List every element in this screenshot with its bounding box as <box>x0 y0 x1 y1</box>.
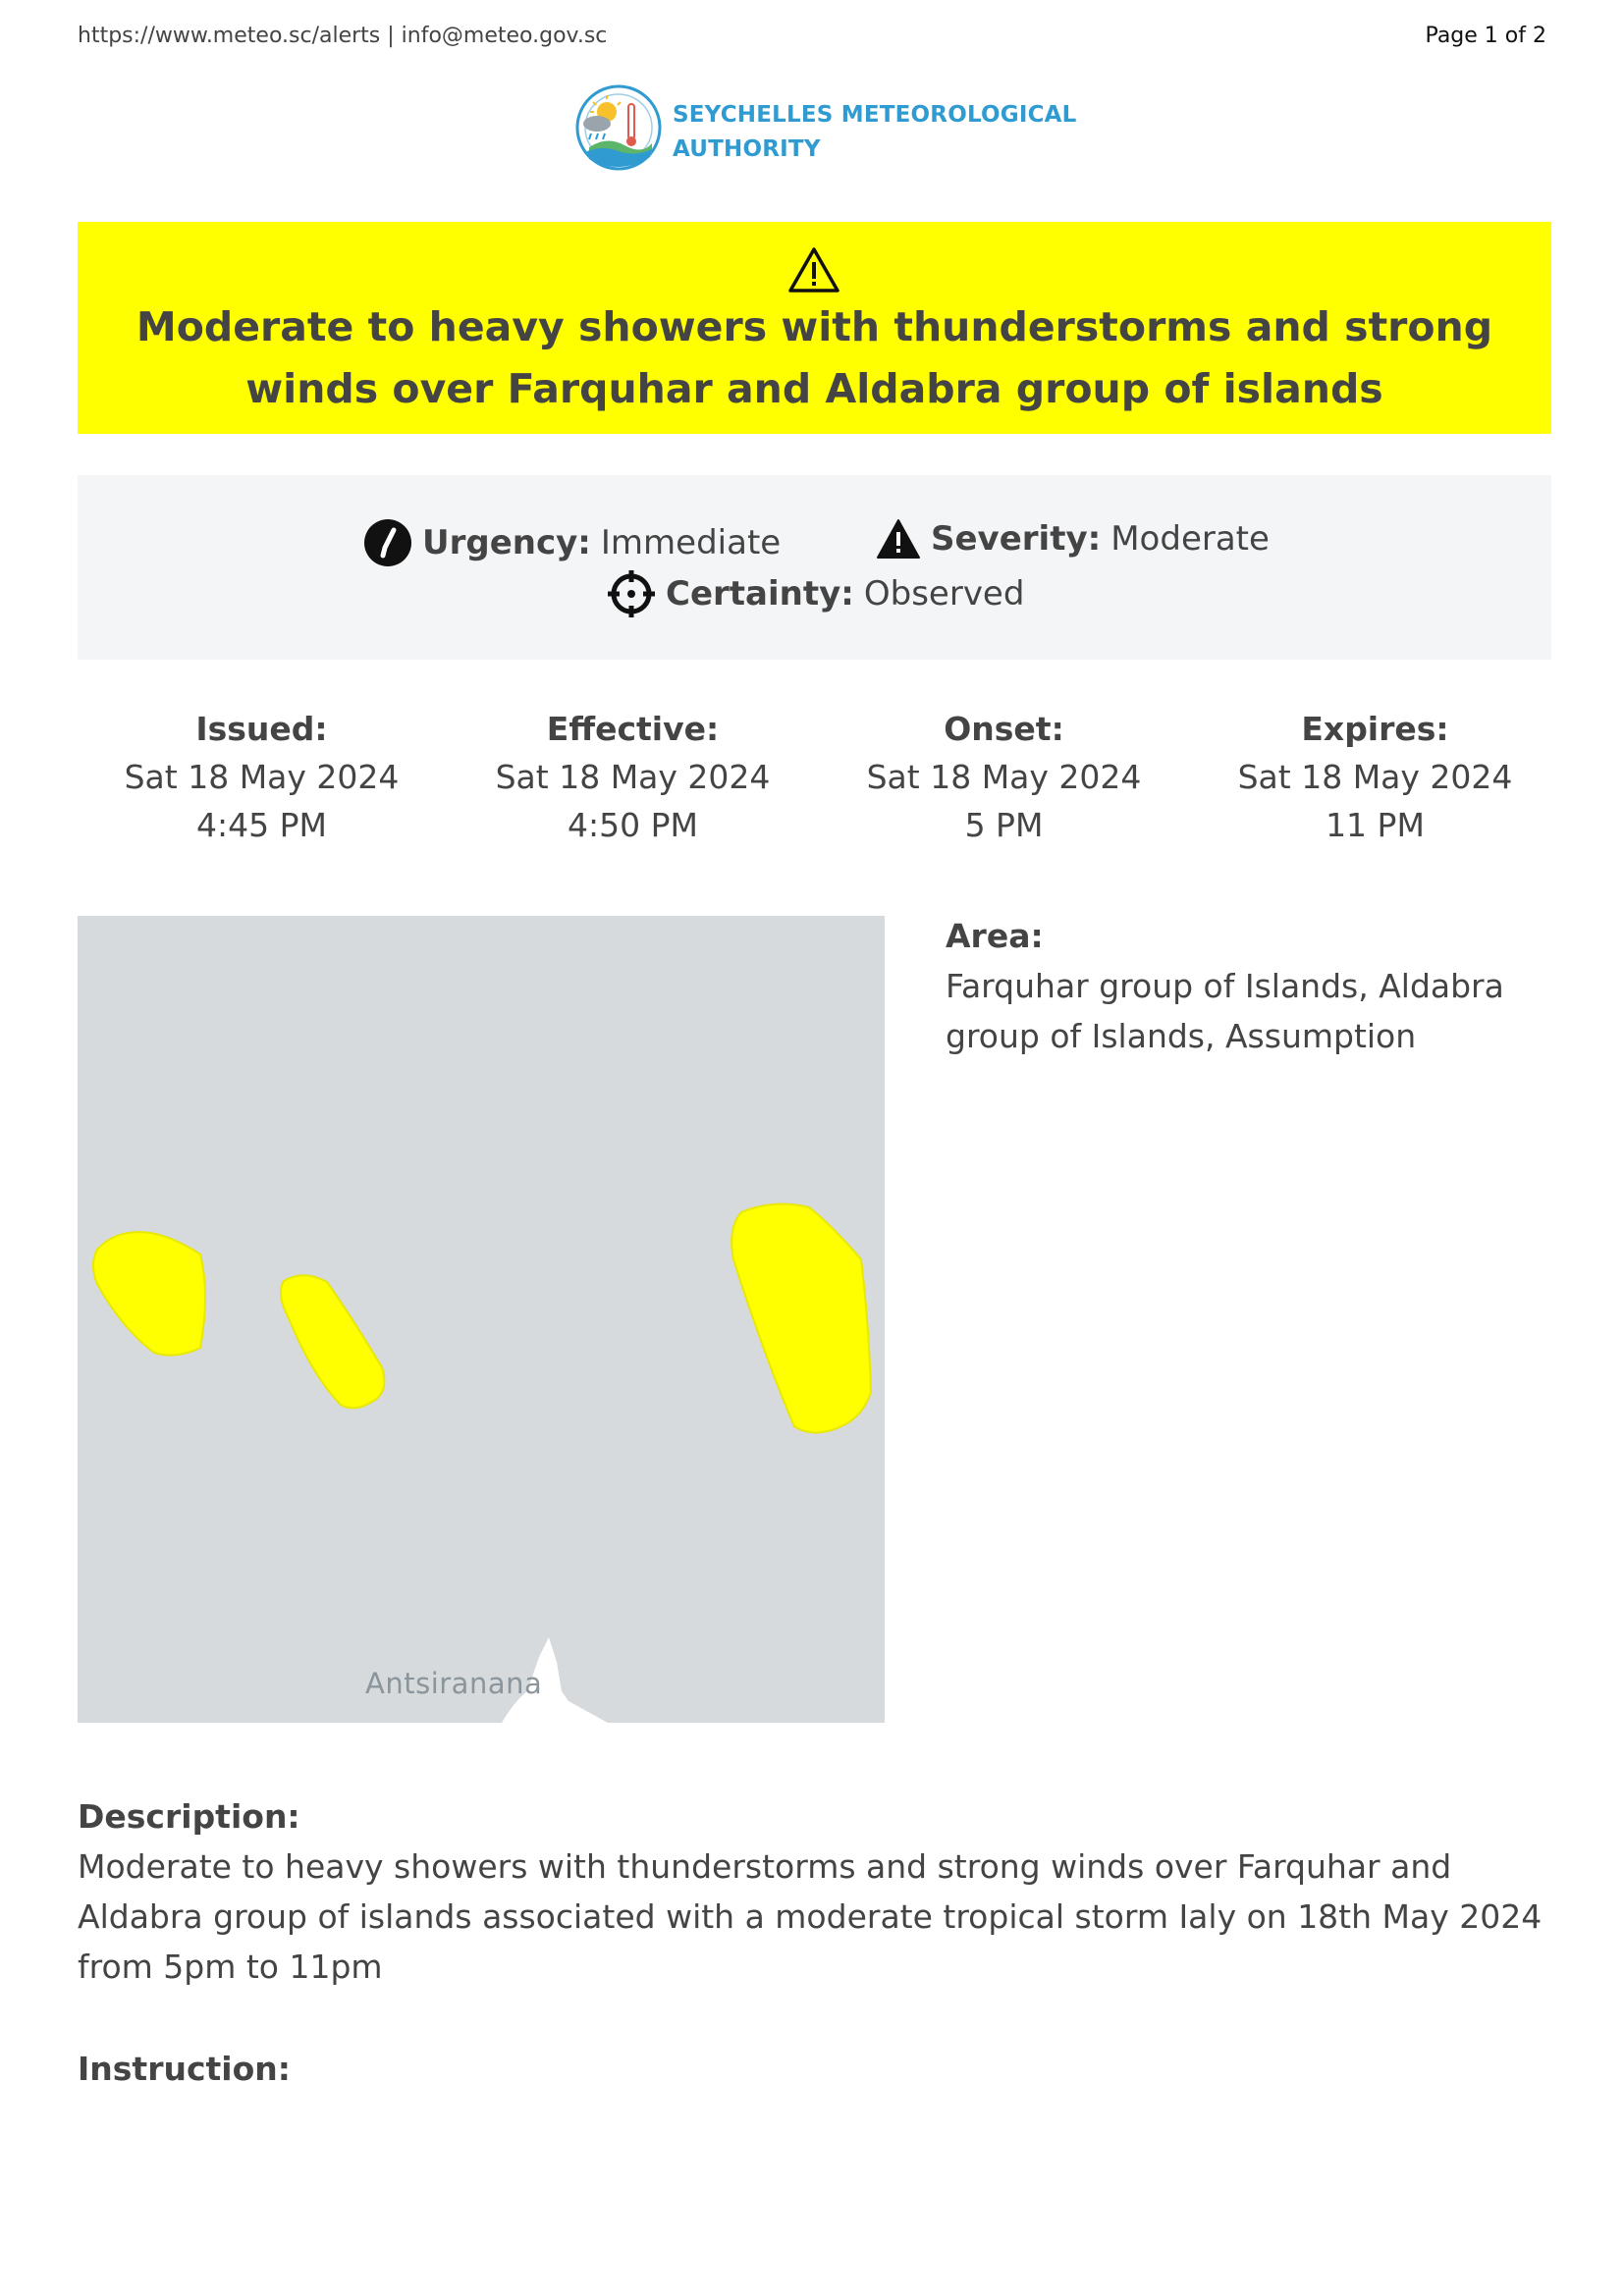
area-value: Farquhar group of Islands, Aldabra group of Islands, Assumption <box>946 967 1504 1055</box>
description-text: Moderate to heavy showers with thunderstorms and strong winds over Farquhar and Aldabra group of islands associated with a moderate tropical storm Ialy on 18th May 2024 from 5pm to 11pm <box>78 1847 1543 1986</box>
alert-meta-panel <box>78 475 1551 660</box>
alert-times <box>78 705 1551 852</box>
page-number: Page 1 of 2 <box>1425 24 1546 48</box>
instruction-label: Instruction: <box>78 2050 291 2088</box>
source-url-link[interactable]: https://www.meteo.sc/alerts <box>78 24 381 48</box>
issued-time: Issued: Sat 18 May 2024 4:45 PM <box>124 710 400 844</box>
effective-time: Effective: Sat 18 May 2024 4:50 PM <box>495 710 771 844</box>
page-header <box>78 24 1546 53</box>
alert-polygon-farquhar <box>93 1232 205 1356</box>
certainty-field: Certainty: Observed <box>607 569 1024 618</box>
contact-email: | info@meteo.gov.sc <box>380 24 608 48</box>
description-section: Description: Moderate to heavy showers with thunderstorms and strong winds over Farquhar and Aldabra group of islands associated with a moderate tropical storm Ialy on 18th May 2024 from 5pm to 11pm <box>78 1791 1551 1992</box>
onset-time: Onset: Sat 18 May 2024 5 PM <box>866 710 1142 844</box>
area-section: Area: Farquhar group of Islands, Aldabra group of Islands, Assumption <box>946 911 1535 1061</box>
severity-value: Moderate <box>1110 519 1270 559</box>
alert-area-map <box>78 916 885 1723</box>
urgency-field: Urgency: Immediate <box>363 518 781 567</box>
severity-field: Severity: Moderate <box>876 518 1270 560</box>
alert-title: Moderate to heavy showers with thunderstorms and strong winds over Farquhar and Aldabra group of islands <box>135 303 1493 412</box>
warning-triangle-icon <box>786 245 841 294</box>
certainty-value: Observed <box>863 574 1025 614</box>
sma-emblem-icon <box>568 77 670 179</box>
urgency-value: Immediate <box>600 523 782 562</box>
sma-logo <box>568 77 1078 179</box>
alert-polygon-assumption <box>731 1203 871 1432</box>
map-city-label: Antsiranana <box>365 1667 543 1700</box>
severity-warning-icon <box>876 518 921 560</box>
expires-time: Expires: Sat 18 May 2024 11 PM <box>1237 710 1513 844</box>
crosshair-icon <box>607 569 656 618</box>
organization-name: SEYCHELLES METEOROLOGICAL AUTHORITY <box>673 102 1077 162</box>
clock-icon <box>363 518 412 567</box>
alert-polygon-aldabra <box>281 1275 385 1408</box>
alert-banner <box>78 222 1551 434</box>
